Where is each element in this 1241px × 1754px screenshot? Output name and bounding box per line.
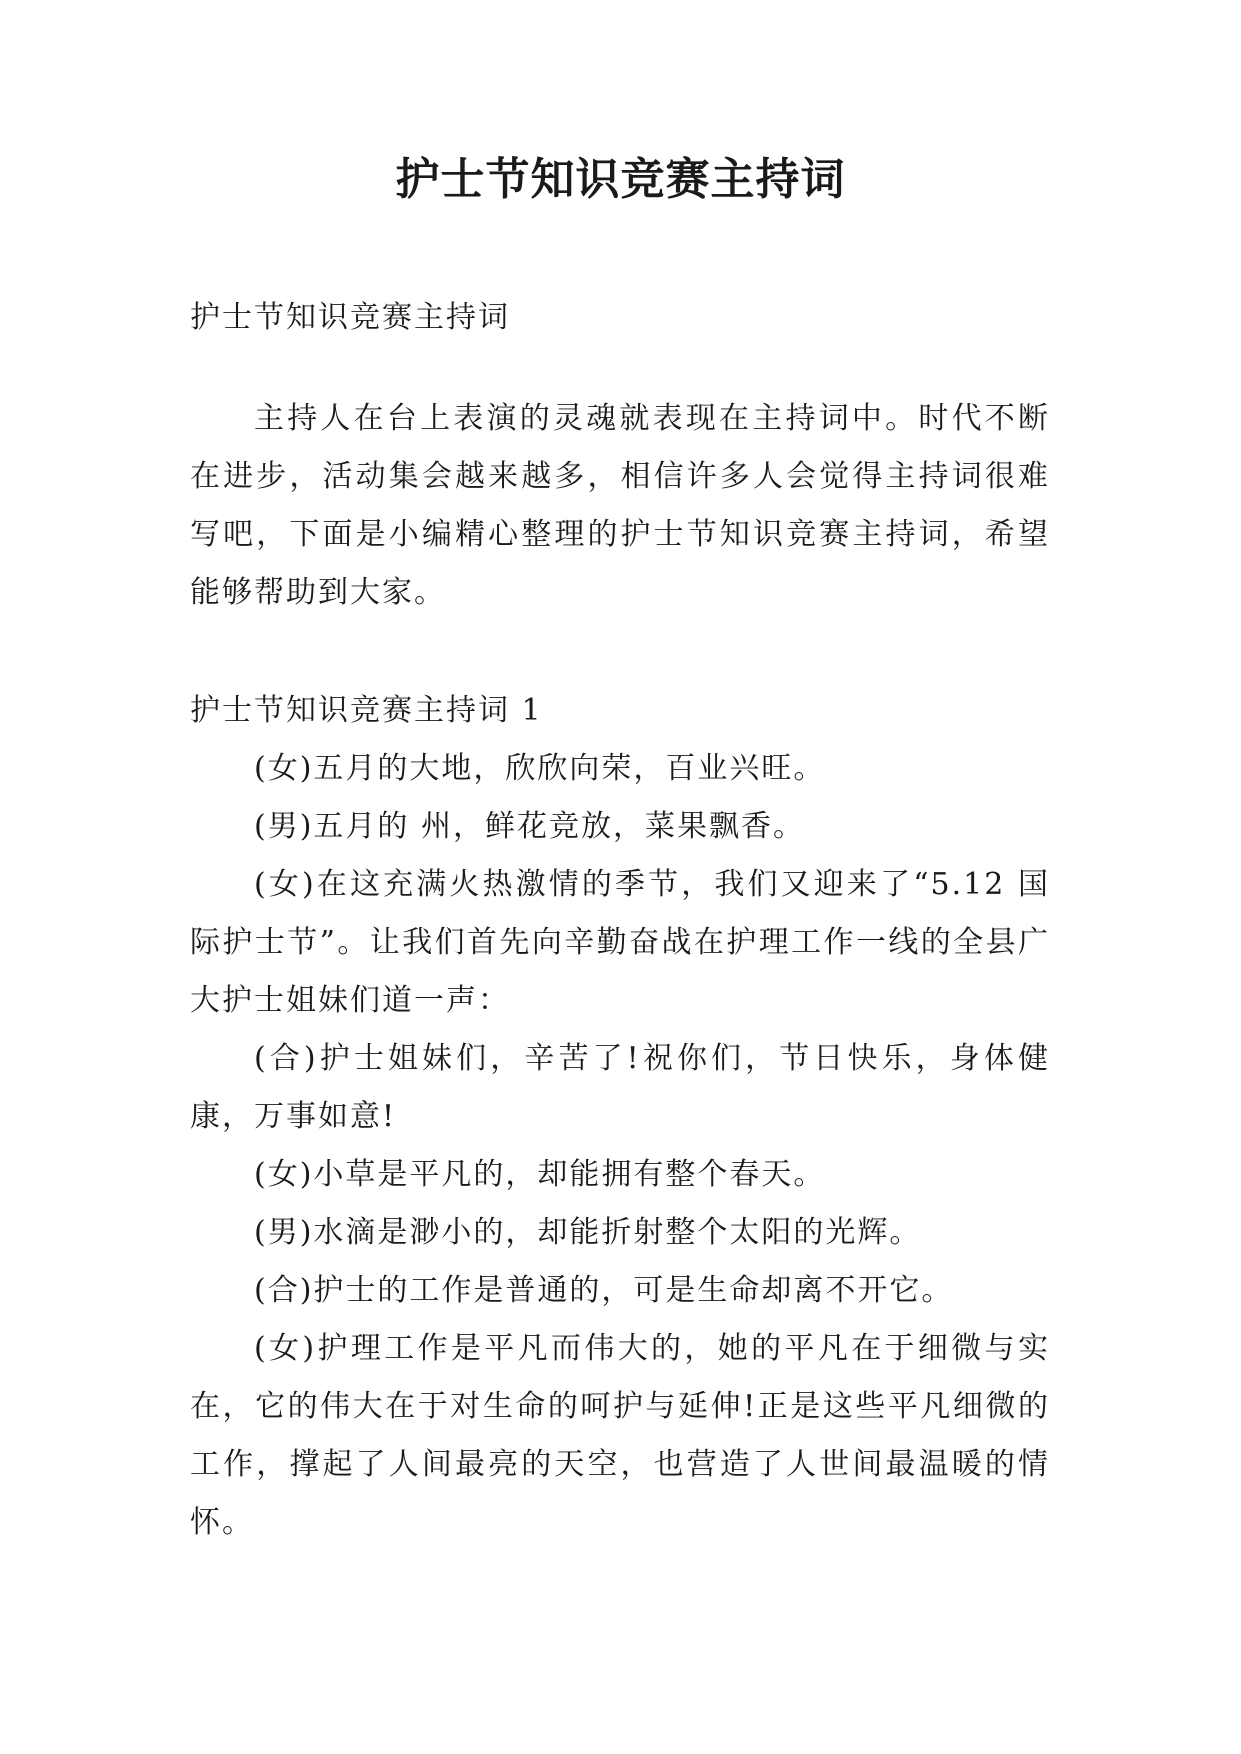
- dialog-line: (女)五月的大地，欣欣向荣，百业兴旺。: [254, 751, 826, 786]
- intro-paragraph: 主持人在台上表演的灵魂就表现在主持词中。时代不断在进步，活动集会越来越多，相信许多人会觉得主持词很难写吧，下面是小编精心整理的护士节知识竞赛主持词，希望能够帮助到大家。: [190, 401, 1050, 610]
- dialog-line: (女)在这充满火热激情的季节，我们又迎来了“5.12 国际护士节”。让我们首先向辛勤奋战在护理工作一线的全县广大护士姐妹们道一声：: [190, 867, 1050, 1018]
- dialog-line: (女)小草是平凡的，却能拥有整个春天。: [254, 1157, 826, 1192]
- section-heading: 护士节知识竞赛主持词 1: [190, 693, 543, 728]
- dialog-line: (男)五月的 州，鲜花竞放，菜果飘香。: [254, 809, 805, 844]
- dialog-line: (男)水滴是渺小的，却能折射整个太阳的光辉。: [254, 1215, 922, 1250]
- dialog-line: (合)护士姐妹们，辛苦了!祝你们，节日快乐，身体健康，万事如意!: [190, 1041, 1050, 1134]
- dialog-line: (合)护士的工作是普通的，可是生命却离不开它。: [254, 1273, 954, 1308]
- document-subtitle: 护士节知识竞赛主持词: [190, 300, 510, 335]
- document-title: 护士节知识竞赛主持词: [395, 154, 846, 205]
- dialog-line: (女)护理工作是平凡而伟大的，她的平凡在于细微与实在，它的伟大在于对生命的呵护与延伸!正是这些平凡细微的工作，撑起了人间最亮的天空，也营造了人世间最温暖的情怀。: [190, 1331, 1050, 1540]
- document-body: [190, 290, 1050, 1552]
